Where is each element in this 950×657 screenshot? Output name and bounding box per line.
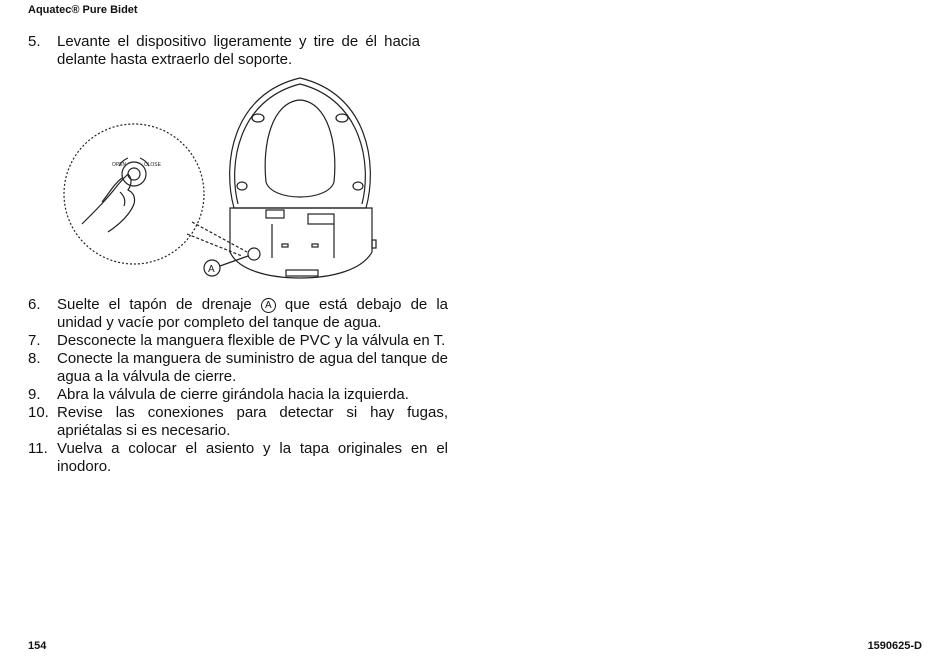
step-text: Vuelva a colocar el asiento y la tapa originales en el inodoro.: [57, 440, 448, 475]
step-number: 11.: [28, 440, 48, 457]
step-text: Desconecte la manguera flexible de PVC y la válvula en T.: [57, 332, 446, 349]
step-7: [28, 332, 448, 350]
callout-a-label: A: [208, 264, 215, 275]
step-11: [28, 440, 448, 476]
document-code: 1590625-D: [867, 640, 922, 652]
step-5: [28, 33, 420, 69]
step-text: Conecte la manguera de suministro de agua del tanque de agua a la válvula de cierre.: [57, 350, 448, 385]
step-text: Revise las conexiones para detectar si hay fugas, apriétalas si es necesario.: [57, 404, 448, 439]
detail-callout-circle: [64, 124, 204, 264]
step-text: Levante el dispositivo ligeramente y tire de él hacia delante hasta extraerlo del soporte.: [57, 33, 420, 68]
step-number: 10.: [28, 404, 49, 421]
instruction-list-top: [28, 33, 420, 69]
document-header: Aquatec® Pure Bidet: [28, 4, 138, 16]
step-10: [28, 404, 448, 440]
step-number: 7.: [28, 332, 41, 349]
circled-a-marker: A: [261, 298, 276, 313]
seat-opening: [265, 100, 335, 197]
toilet-seat-outline: [230, 78, 371, 208]
step-number: 9.: [28, 386, 41, 403]
step-text-after: que está debajo de la unidad y vacíe por completo del tanque de agua.: [57, 296, 448, 331]
label-open: OPEN: [112, 162, 127, 168]
step-text-before: Suelte el tapón de drenaje: [57, 296, 252, 313]
drain-plug-icon: [248, 248, 260, 260]
step-6: [28, 296, 448, 332]
instruction-list-bottom: [28, 296, 448, 476]
step-8: [28, 350, 448, 386]
bidet-unit-base: [230, 208, 372, 278]
step-text: Abra la válvula de cierre girándola hacia la izquierda.: [57, 386, 409, 403]
label-close: CLOSE: [144, 162, 161, 168]
bidet-drain-illustration: [62, 74, 392, 286]
page-number: 154: [28, 640, 47, 652]
step-9: [28, 386, 448, 404]
hand-icon: [82, 174, 135, 232]
step-number: 6.: [28, 296, 41, 313]
step-number: 8.: [28, 350, 41, 367]
step-number: 5.: [28, 33, 41, 50]
step-text: [57, 296, 448, 332]
